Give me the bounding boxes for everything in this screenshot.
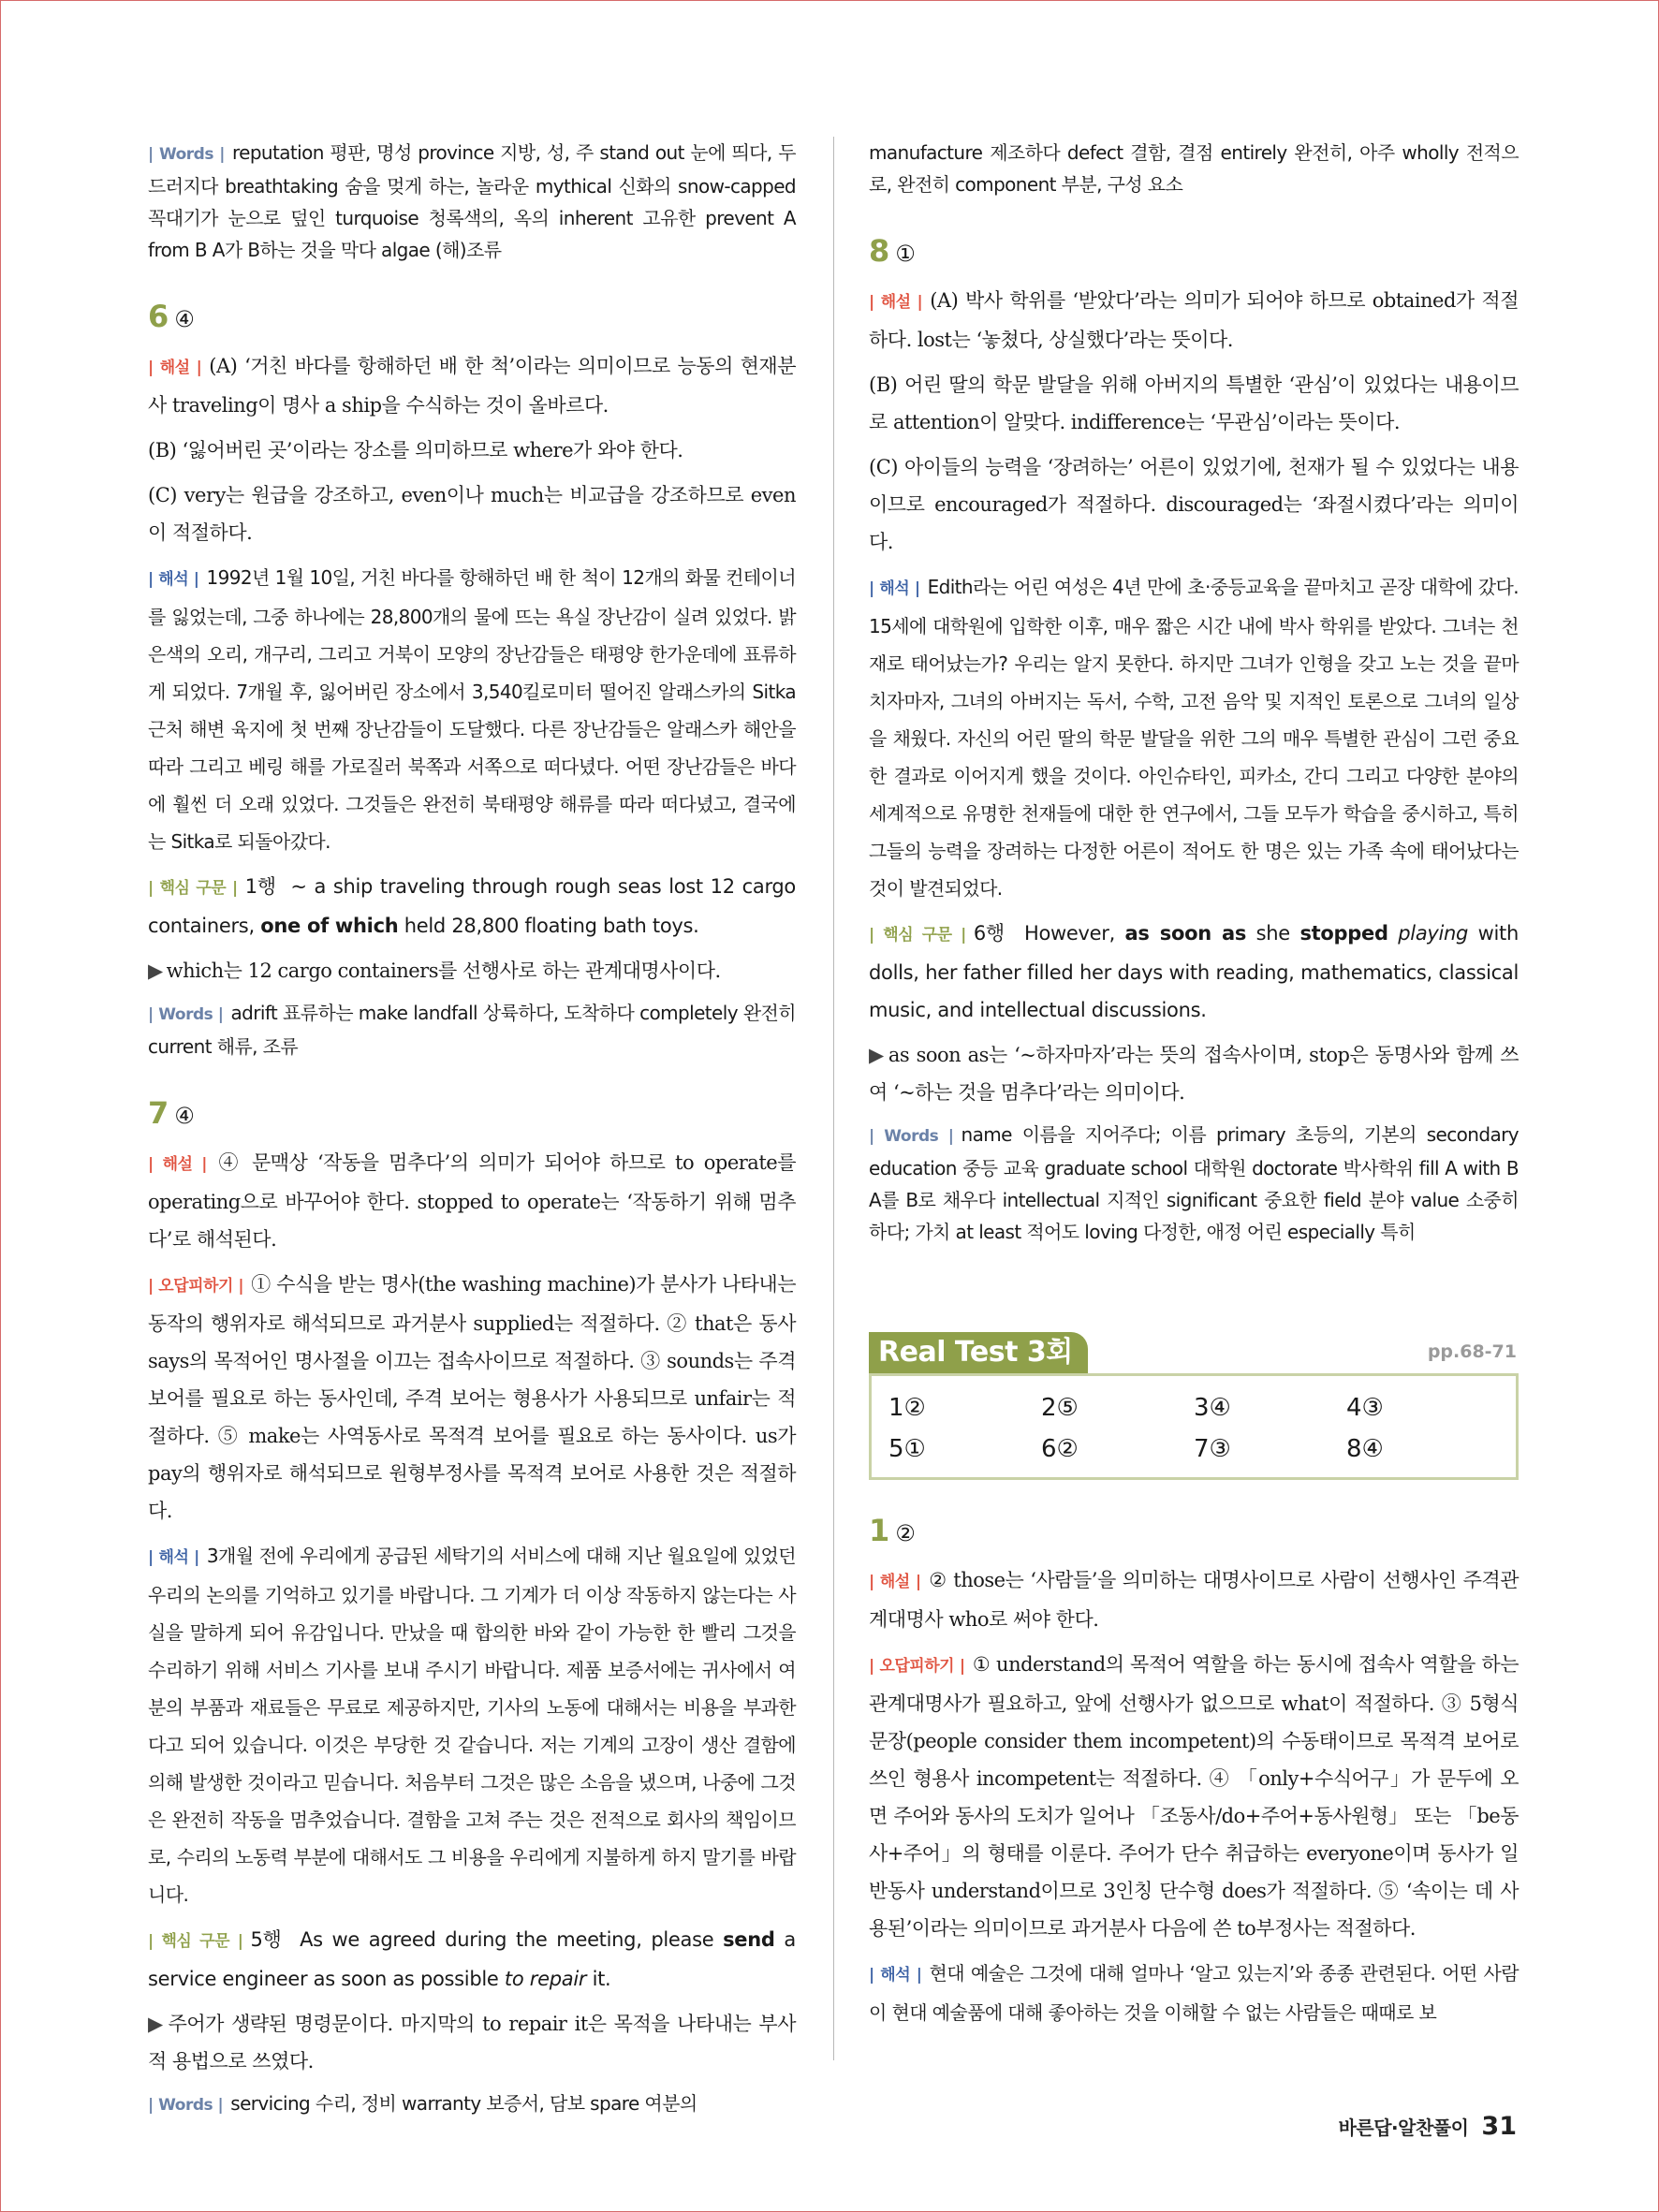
words-tag: | Words | [148, 2096, 224, 2115]
q6-solution-c: (C) very는 원급을 강조하고, even이나 much는 비교급을 강조하므로 even이 적절하다. [148, 484, 796, 544]
q8-solution-b: (B) 어린 딸의 학문 발달을 위해 아버지의 특별한 ‘관심’이 있었다는 내용이므로 attention이 알맞다. indifference는 ‘무관심’이라는 뜻이다. [869, 374, 1519, 433]
real-test-pages: pp.68-71 [1427, 1341, 1517, 1362]
question-number: 7 [148, 1095, 169, 1131]
solution-text: ④ 문맥상 ‘작동을 멈추다’의 의미가 되어야 하므로 to operate를 operating으로 바꾸어야 한다. stopped to operate는 ‘작동하기 위해 멈추다’로 해석된다. [148, 1151, 796, 1251]
words-text: adrift 표류하는 make landfall 상륙하다, 도착하다 completely 완전히 current 해류, 조류 [148, 1002, 796, 1058]
core-text-italic: playing [1398, 922, 1469, 945]
triangle-icon: ▶ [869, 1044, 885, 1066]
translation-tag: | 해석 | [869, 1966, 922, 1985]
wrong-answer-text: ① understand의 목적어 역할을 하는 동시에 접속사 역할을 하는 관계대명사가 필요하고, 앞에 선행사가 없으므로 what이 적절하다. ③ 5형식 문장(people consider them incompetent)의 수동태이므로 목적격 보어로 쓰인 형용사 incompetent는 적절하다. ④ 「only+수식어구」가 문두에 오면 주어와 동사의 도치가 일어나 「조동사/do+주어+동사원형」 또는 「be동사+주어」의 형태를 이룬다. 주어가 단수 취급하는 everyone이며 동사가 일반동사 understand이므로 3인칭 단수형 does가 적절하다. ⑤ ‘속이는 데 사용된’이라는 의미이므로 과거분사 다음에 쓴 to부정사는 적절하다. [869, 1653, 1519, 1940]
q7-solution [148, 1144, 796, 1258]
q6-solution-a [148, 347, 796, 424]
core-text-e: it. [592, 1968, 611, 1990]
core-line: 6행 [973, 922, 1005, 945]
wrong-answer-tag: | 오답피하기 | [869, 1657, 965, 1676]
q6-arrow-note [148, 952, 796, 989]
core-line: 1행 [244, 875, 276, 898]
q6-translation [148, 559, 796, 860]
left-column [148, 137, 796, 2129]
words-tag: | Words | [869, 1127, 954, 1146]
solution-tag: | 해설 | [869, 1573, 921, 1591]
core-text-bold: send [723, 1928, 775, 1951]
solution-tag: | 해설 | [148, 359, 202, 377]
solution-text: (A) 박사 학위를 ‘받았다’라는 의미가 되어야 하므로 obtained가 적절하다. lost는 ‘놓쳤다, 상실했다’라는 뜻이다. [869, 289, 1519, 351]
question-answer: ④ [174, 306, 195, 332]
core-text-bold: one of which [260, 915, 399, 937]
question-number: 8 [869, 233, 890, 269]
q7-words [148, 2087, 796, 2121]
real-test-answer-box [869, 1332, 1519, 1480]
q7-translation [148, 1537, 796, 1913]
wrong-answer-text: ① 수식을 받는 명사(the washing machine)가 분사가 나타내는 동작의 행위자로 해석되므로 과거분사 supplied는 적절하다. ② that은 동사 says의 목적어인 명사절을 이끄는 접속사이므로 적절하다. ③ sounds는 주격 보어를 필요로 하는 동사인데, 주격 보어는 형용사가 사용되므로 unfair는 적절하다. ⑤ make는 사역동사로 목적격 보어를 필요로 하는 동사이다. us가 pay의 행위자로 해석되므로 원형부정사를 목적격 보어로 사용한 것은 적절하다. [148, 1273, 796, 1522]
translation-text: 3개월 전에 우리에게 공급된 세탁기의 서비스에 대해 지난 월요일에 있었던 우리의 논의를 기억하고 있기를 바랍니다. 그 기계가 더 이상 작동하지 않는다는 사실을 말하게 되어 유감입니다. 만났을 때 합의한 바와 같이 가능한 한 빨리 그것을 수리하기 위해 서비스 기사를 보내 주시기 바랍니다. 제품 보증서에는 귀사에서 여분의 부품과 재료들은 무료로 제공하지만, 기사의 노동에 대해서는 비용을 부과한다고 되어 있습니다. 이것은 부당한 것 같습니다. 저는 기계의 고장이 생산 결함에 의해 발생한 것이라고 믿습니다. 처음부터 그것은 많은 소음을 냈으며, 나중에 그것은 완전히 작동을 멈추었습니다. 결함을 고쳐 주는 것은 전적으로 회사의 책임이므로, 수리의 노동력 부분에 대해서도 그 비용을 우리에게 지불하게 하지 말기를 바랍니다. [148, 1545, 796, 1906]
real-test-title: Real Test 3회 [869, 1332, 1088, 1373]
q7-words-continued: manufacture 제조하다 defect 결함, 결점 entirely 완전히, 아주 wholly 전적으로, 완전히 component 부분, 구성 요소 [869, 141, 1519, 196]
wrong-answer-tag: | 오답피하기 | [148, 1277, 244, 1296]
core-text-bold: as soon as [1124, 922, 1247, 945]
question-answer: ② [895, 1520, 916, 1546]
q7-wrong-answers [148, 1266, 796, 1530]
right-column [869, 137, 1519, 2039]
question-8-heading [869, 232, 1519, 272]
q6-words [148, 997, 796, 1062]
arrow-text: which는 12 cargo containers를 선행사로 하는 관계대명사이다. [166, 960, 721, 982]
question-7-heading [148, 1094, 796, 1135]
translation-tag: | 해석 | [148, 570, 199, 589]
page-number: 31 [1481, 2112, 1517, 2141]
arrow-text: 주어가 생략된 명령문이다. 마지막의 to repair it은 목적을 나타내는 부사적 용법으로 쓰였다. [148, 2013, 796, 2073]
question-number: 6 [148, 299, 169, 334]
core-syntax-tag: | 핵심 구문 | [148, 1932, 243, 1951]
core-syntax-tag: | 핵심 구문 | [869, 926, 966, 945]
q7-core-syntax [148, 1921, 796, 1998]
words-tag: | Words | [148, 145, 225, 164]
words-text: servicing 수리, 정비 warranty 보증서, 담보 spare 여분의 [230, 2092, 697, 2115]
core-line: 5행 [250, 1928, 282, 1951]
core-text-a: As we agreed during the meeting, please [300, 1928, 714, 1951]
core-text-c: held 28,800 floating bath toys. [404, 915, 699, 937]
words-text: name 이름을 지어주다; 이름 primary 초등의, 기본의 secondary education 중등 교육 graduate school 대학원 doctorate 박사학위 fill A with B A를 B로 채우다 intellectual 지적인 significant 중요한 field 분야 value 소중히 하다; 가치 at least 적어도 loving 다정한, 애정 어린 especially 특히 [869, 1123, 1519, 1243]
answer-grid [869, 1373, 1519, 1480]
core-text-italic: to repair [504, 1968, 587, 1990]
core-text-a: However, [1023, 922, 1115, 945]
q8-words [869, 1119, 1519, 1248]
q8-solution-a [869, 282, 1519, 359]
answer-cell: 5① [888, 1435, 926, 1463]
answer-cell: 3④ [1194, 1394, 1231, 1422]
q1-solution [869, 1561, 1519, 1638]
answer-cell: 7③ [1194, 1435, 1231, 1463]
translation-tag: | 해석 | [148, 1548, 199, 1567]
arrow-text: as soon as는 ‘~하자마자’라는 뜻의 접속사이며, stop은 동명사와 함께 쓰여 ‘~하는 것을 멈추다’라는 의미이다. [869, 1044, 1519, 1104]
q6-core-syntax [148, 868, 796, 945]
solution-text: (A) ‘거친 바다를 항해하던 배 한 척’이라는 의미이므로 능동의 현재분사 traveling이 명사 a ship을 수식하는 것이 올바르다. [148, 355, 796, 417]
core-text-a: ~ a ship traveling through rough seas lost 12 cargo containers, [148, 875, 796, 937]
solution-text: ② those는 ‘사람들’을 의미하는 대명사이므로 사람이 선행사인 주격관계대명사 who로 써야 한다. [869, 1569, 1519, 1631]
core-text-c: a service engineer as soon as possible [148, 1928, 796, 1990]
triangle-icon: ▶ [148, 960, 163, 982]
translation-tag: | 해석 | [869, 579, 920, 598]
triangle-icon: ▶ [148, 2013, 165, 2035]
question-answer: ① [895, 241, 916, 267]
q1-wrong-answers [869, 1646, 1519, 1947]
q8-solution-c: (C) 아이들의 능력을 ‘장려하는’ 어른이 있었기에, 천재가 될 수 있었다는 내용이므로 encouraged가 적절하다. discouraged는 ‘좌절시켰다’라는 의미이다. [869, 456, 1519, 553]
answer-cell: 2⑤ [1041, 1394, 1079, 1422]
answer-cell: 6② [1041, 1435, 1079, 1463]
column-divider [833, 137, 834, 2060]
q7-arrow-note [148, 2005, 796, 2080]
footer-book-title: 바른답·알찬풀이 [1338, 2117, 1469, 2139]
words-text: reputation 평판, 명성 province 지방, 성, 주 stand out 눈에 띄다, 두드러지다 breathtaking 숨을 멎게 하는, 놀라운 mythical 신화의 snow-capped 꼭대기가 눈으로 덮인 turquoise 청록색의, 옥의 inherent 고유한 prevent A from B A가 B하는 것을 막다 algae (해)조류 [148, 141, 796, 261]
translation-text: Edith라는 어린 여성은 4년 만에 초·중등교육을 끝마치고 곧장 대학에 갔다. 15세에 대학원에 입학한 이후, 매우 짧은 시간 내에 박사 학위를 받았다. 그녀는 천재로 태어났는가? 우리는 알지 못한다. 하지만 그녀가 인형을 갖고 노는 것을 끝마치자마자, 그녀의 아버지는 독서, 수학, 고전 음악 및 지적인 토론으로 그녀의 일상을 채웠다. 자신의 어린 딸의 학문 발달을 위한 그의 매우 특별한 관심이 그런 중요한 결과로 이어지게 했을 것이다. 아인슈타인, 피카소, 간디 그리고 다양한 분야의 세계적으로 유명한 천재들에 대한 한 연구에서, 그들 모두가 학습을 중시하고, 특히 그들의 능력을 장려하는 다정한 어른이 적어도 한 명은 있는 가족 속에 태어났다는 것이 발견되었다. [869, 576, 1519, 900]
question-answer: ④ [174, 1103, 195, 1129]
question-1-heading [869, 1512, 1519, 1552]
question-6-heading [148, 298, 796, 338]
q8-core-syntax [869, 915, 1519, 1029]
question-number: 1 [869, 1513, 890, 1548]
q6-solution-b: (B) ‘잃어버린 곳’이라는 장소를 의미하므로 where가 와야 한다. [148, 439, 683, 461]
q1-translation [869, 1955, 1519, 2031]
words-tag: | Words | [148, 1005, 224, 1024]
answer-cell: 8④ [1346, 1435, 1384, 1463]
solution-tag: | 해설 | [869, 293, 923, 312]
translation-text: 현대 예술은 그것에 대해 얼마나 ‘알고 있는지’와 종종 관련된다. 어떤 사람이 현대 예술품에 대해 좋아하는 것을 이해할 수 없는 사람들은 때때로 보 [869, 1962, 1519, 2024]
page-footer [1339, 2112, 1517, 2141]
q8-arrow-note [869, 1036, 1519, 1111]
translation-text: 1992년 1월 10일, 거친 바다를 항해하던 배 한 척이 12개의 화물 컨테이너를 잃었는데, 그중 하나에는 28,800개의 물에 뜨는 욕실 장난감이 실려 있었다. 밝은색의 오리, 개구리, 그리고 거북이 모양의 장난감들은 태평양 한가운데에 표류하게 되었다. 7개월 후, 잃어버린 장소에서 3,540킬로미터 떨어진 알래스카의 Sitka 근처 해변 육지에 첫 번째 장난감들이 도달했다. 다른 장난감들은 알래스카 해안을 따라 그리고 베링 해를 가로질러 북쪽과 서쪽으로 떠다녔다. 어떤 장난감들은 바다에 훨씬 더 오래 있었다. 그것들은 완전히 북태평양 해류를 따라 떠다녔고, 결국에는 Sitka로 되돌아갔다. [148, 566, 796, 853]
answer-cell: 1② [888, 1394, 926, 1422]
core-text-f: with dolls, her father filled her days with reading, mathematics, classical music, and intellectual discussions. [869, 922, 1519, 1021]
core-text-c: she [1255, 922, 1290, 945]
q8-translation [869, 568, 1519, 907]
core-syntax-tag: | 핵심 구문 | [148, 879, 238, 898]
solution-tag: | 해설 | [148, 1155, 207, 1174]
words-block-q5 [148, 137, 796, 266]
answer-cell: 4③ [1346, 1394, 1384, 1422]
core-text-bold-2: stopped [1299, 922, 1388, 945]
